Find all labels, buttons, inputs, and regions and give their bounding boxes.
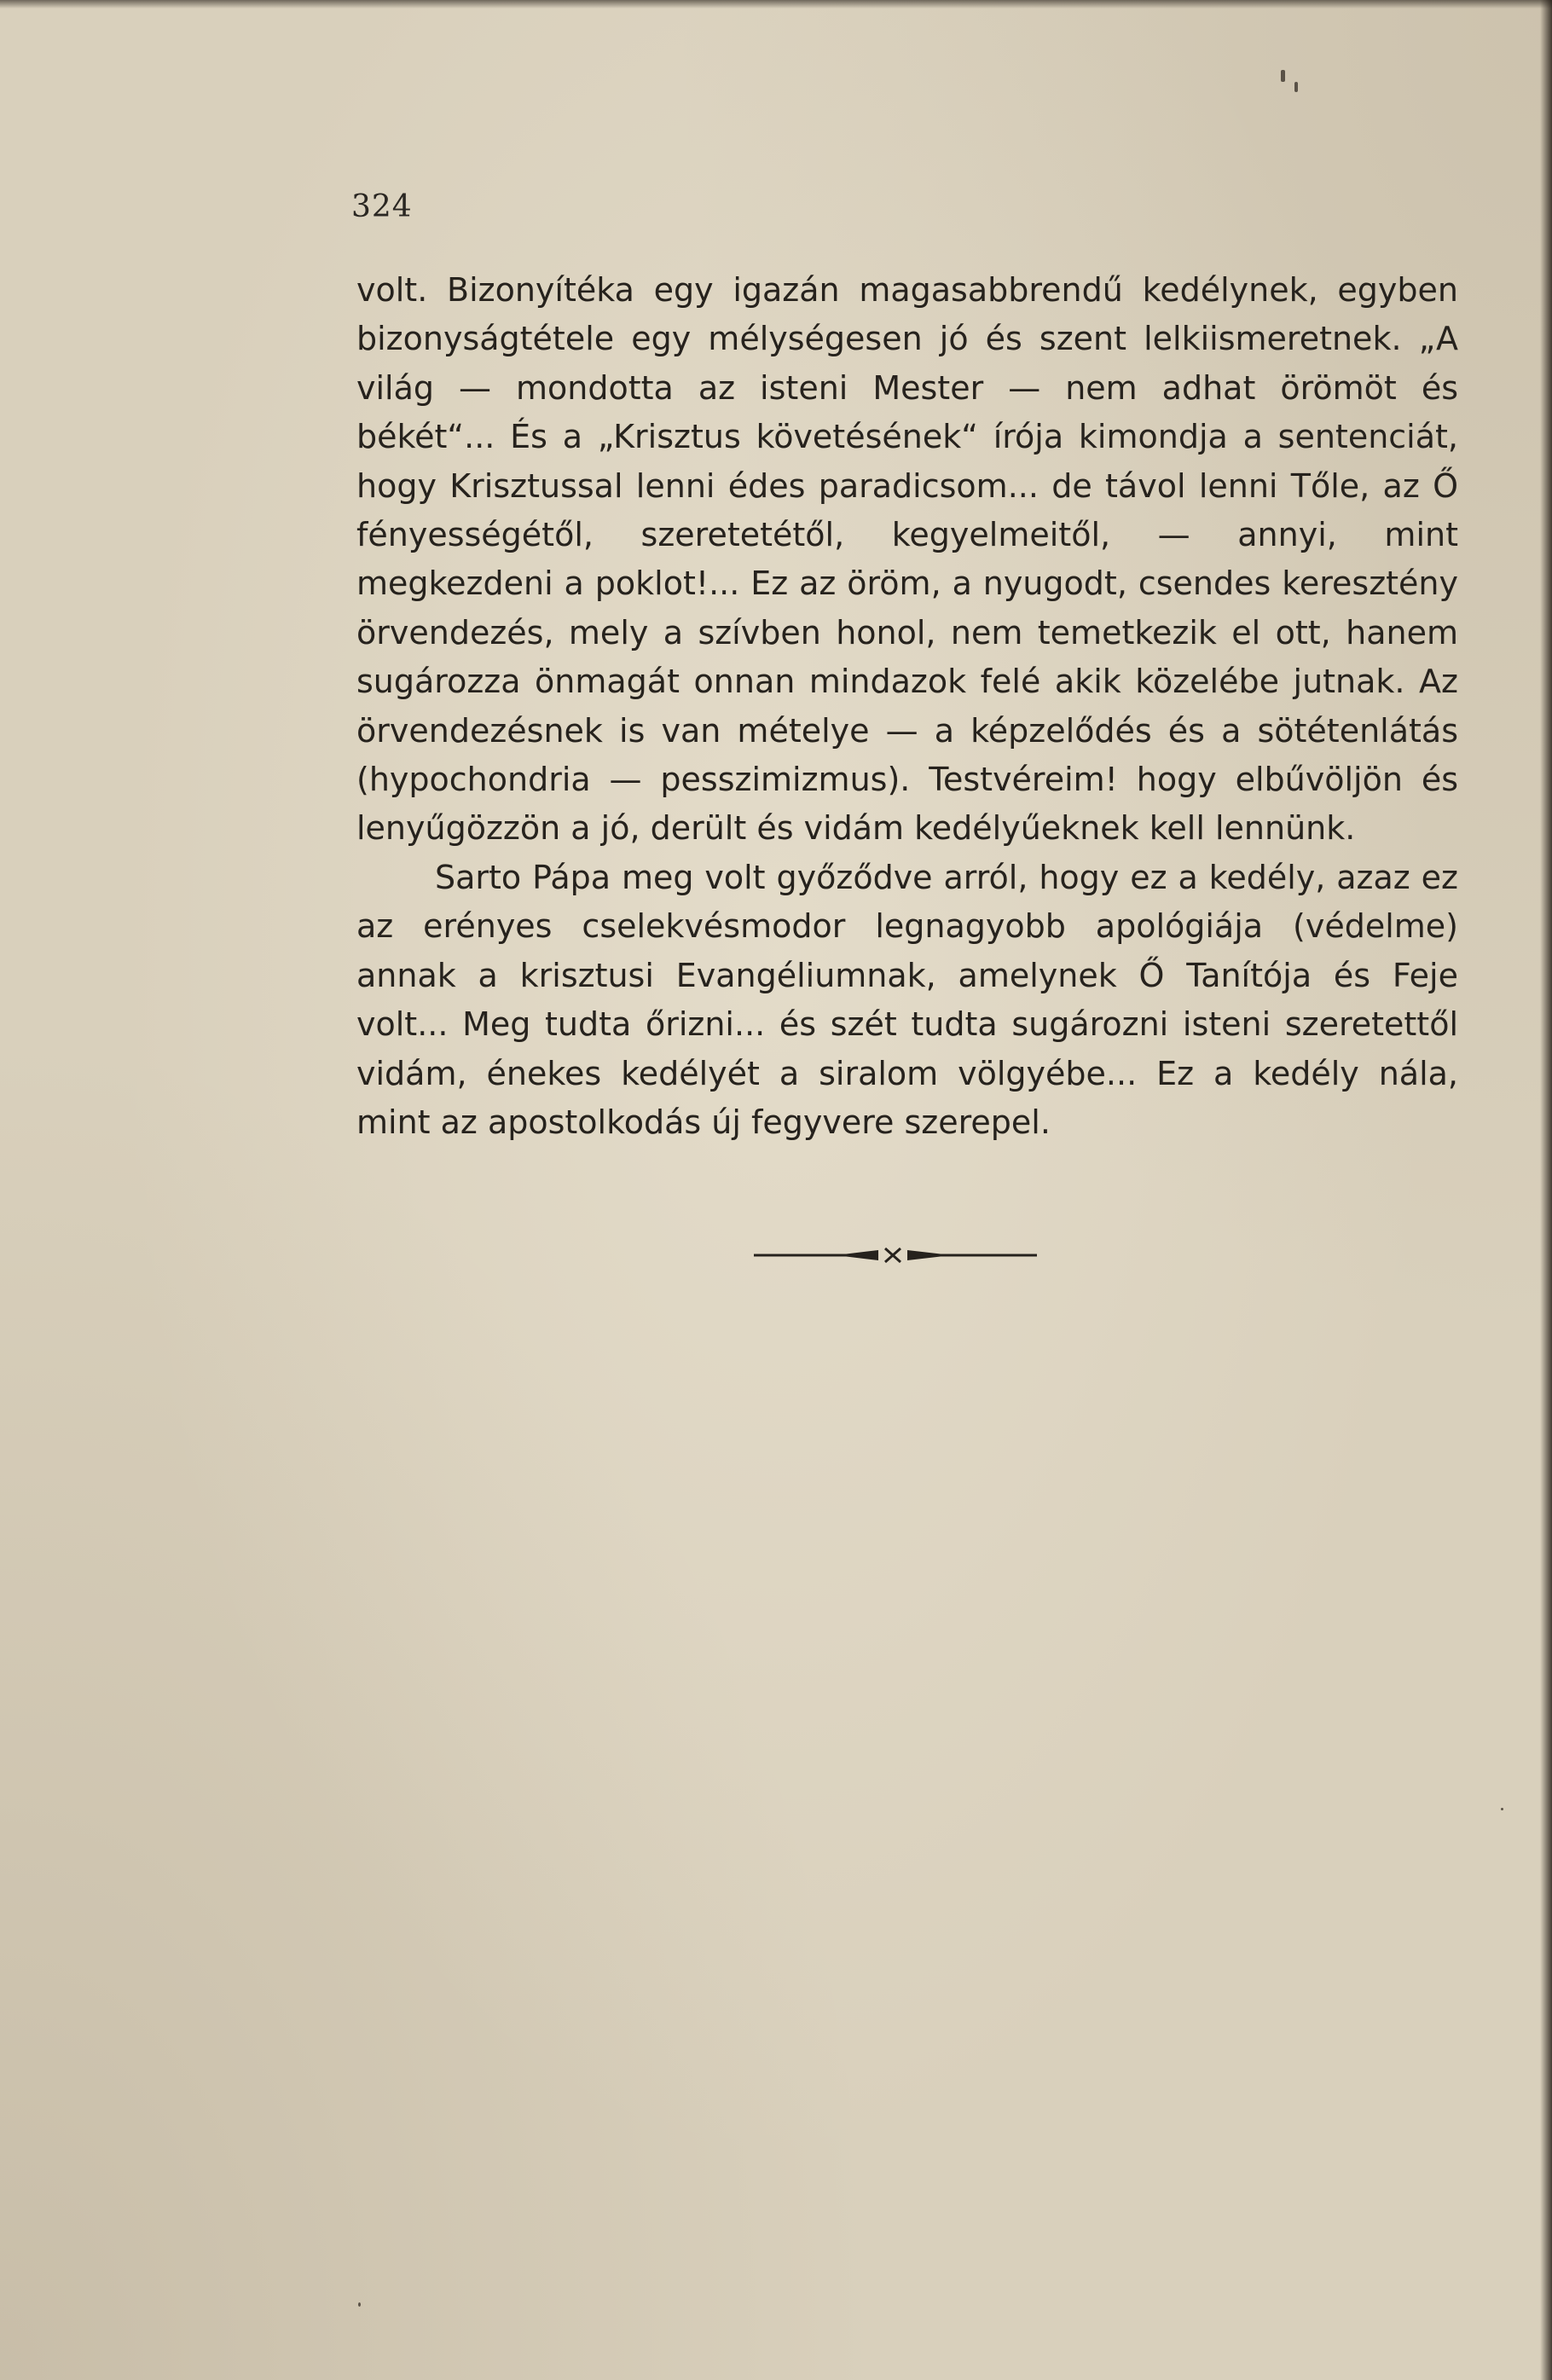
paragraph-2: Sarto Pápa meg volt győződve arról, hogy ez a kedély, azaz ez az erényes cselekvésmodor legnagyobb apológiája (védelme) annak a krisztusi Evangéliumnak, amelynek Ő Tanítója és Feje volt... Meg tudta őrizni... és szét tudta sugározni isteni szeretettől vidám, énekes kedélyét a siralom völgyébe... Ez a kedély nála, mint az apostolkodás új fegyvere szerepel. (356, 858, 1458, 1141)
page-right-edge-shadow (1540, 0, 1552, 2380)
divider-ornament-icon (750, 1238, 1040, 1272)
paper-speck (1281, 70, 1285, 82)
paragraph-1: volt. Bizonyítéka egy igazán magasabbrendű kedélynek, egyben bizonyságtétele egy mélységesen jó és szent lelkiismeretnek. „A világ — mondotta az isteni Mester — nem adhat örömöt és békét“... És a „Krisztus követésének“ írója kimondja a sentenciát, hogy Krisztussal lenni édes paradicsom... de távol lenni Tőle, az Ő fényességétől, szeretetétől, kegyelmeitől, — annyi, mint megkezdeni a poklot!... Ez az öröm, a nyugodt, csendes keresztény örvendezés, mely a szívben honol, nem temetkezik el ott, hanem sugározza önmagát onnan mindazok felé akik közelébe jutnak. Az örvendezésnek is van mételye — a képzelődés és a sötétenlátás (hypochondria — pesszimizmus). Testvéreim! hogy elbűvöljön és lenyűgözzön a jó, derült és vidám kedélyűeknek kell lennünk. (356, 271, 1458, 848)
paper-speck (358, 2302, 361, 2307)
body-text (356, 266, 1458, 1147)
paper-speck (1501, 1808, 1503, 1810)
paper-speck (1294, 82, 1298, 92)
page-top-edge-shadow (0, 0, 1552, 9)
page-number: 324 (351, 189, 413, 224)
